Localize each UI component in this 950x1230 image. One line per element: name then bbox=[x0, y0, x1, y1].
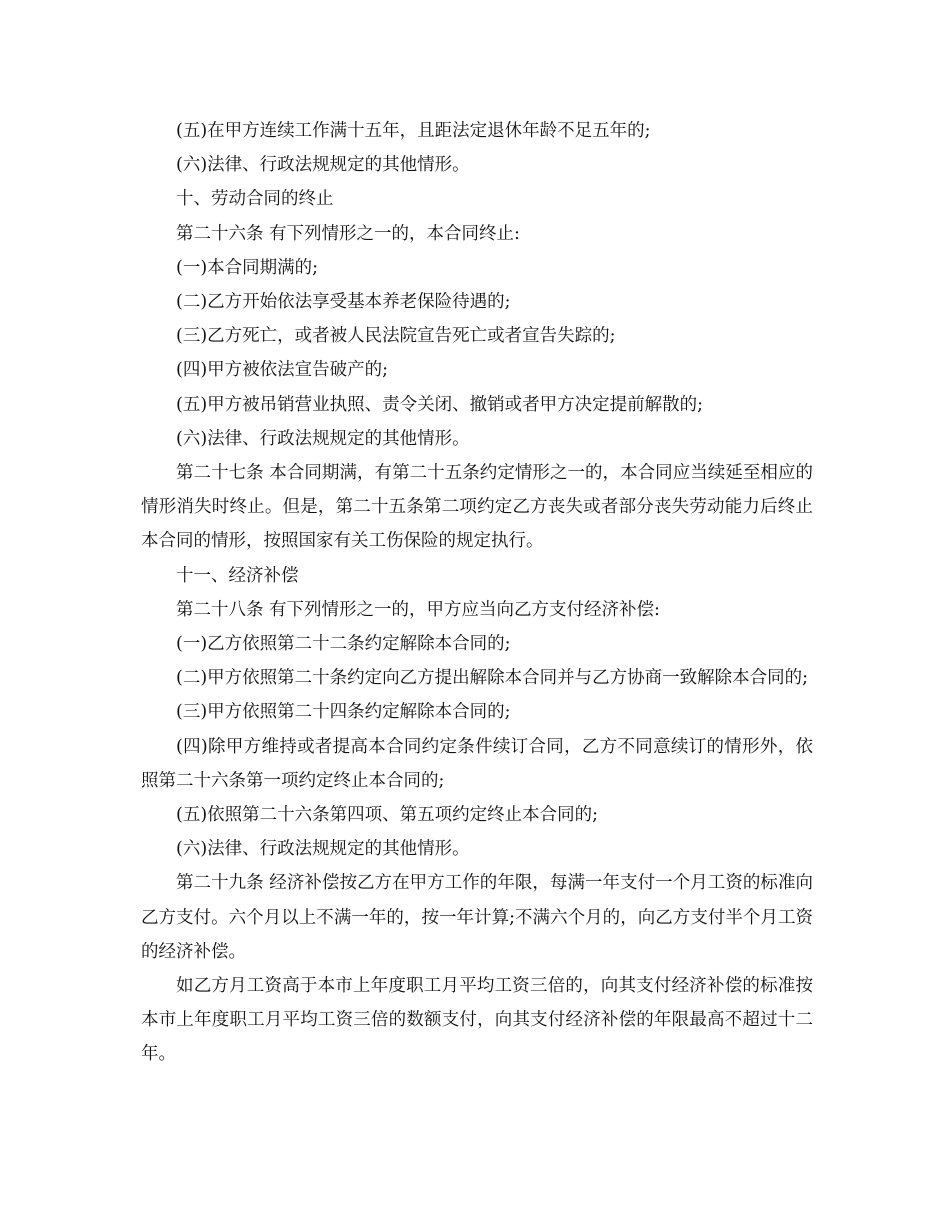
article-paragraph: 第二十八条 有下列情形之一的，甲方应当向乙方支付经济补偿: bbox=[176, 599, 660, 620]
paragraph: (五)在甲方连续工作满十五年，且距法定退休年龄不足五年的; bbox=[176, 121, 651, 141]
list-item: (四)除甲方维持或者提高本合同约定条件续订合同，乙方不同意续订的情形外，依照第二十六条第一项约定终止本合同的; bbox=[141, 736, 813, 791]
article-paragraph: 第二十七条 本合同期满，有第二十五条约定情形之一的，本合同应当续延至相应的情形消失时终止。但是，第二十五条第二项约定乙方丧失或者部分丧失劳动能力后终止本合同的情形，按照国家有关工伤保险的规定执行。 bbox=[141, 463, 813, 552]
document-body bbox=[141, 114, 813, 1072]
list-item: (五)依照第二十六条第四项、第五项约定终止本合同的; bbox=[176, 805, 599, 826]
list-item: (四)甲方被依法宣告破产的; bbox=[176, 360, 389, 381]
section-heading: 十一、经济补偿 bbox=[176, 565, 299, 586]
list-item: (六)法律、行政法规规定的其他情形。 bbox=[176, 428, 470, 449]
list-item: (三)乙方死亡，或者被人民法院宣告死亡或者宣告失踪的; bbox=[176, 326, 616, 347]
list-item: (二)甲方依照第二十条约定向乙方提出解除本合同并与乙方协商一致解除本合同的; bbox=[176, 668, 809, 689]
paragraph: (六)法律、行政法规规定的其他情形。 bbox=[176, 155, 470, 176]
list-item: (二)乙方开始依法享受基本养老保险待遇的; bbox=[176, 292, 511, 313]
list-item: (一)乙方依照第二十二条约定解除本合同的; bbox=[176, 634, 511, 655]
list-item: (一)本合同期满的; bbox=[176, 257, 319, 278]
list-item: (六)法律、行政法规规定的其他情形。 bbox=[176, 839, 470, 860]
section-heading: 十、劳动合同的终止 bbox=[176, 189, 334, 210]
list-item: (五)甲方被吊销营业执照、责令关闭、撤销或者甲方决定提前解散的; bbox=[176, 394, 704, 415]
paragraph: 如乙方月工资高于本市上年度职工月平均工资三倍的，向其支付经济补偿的标准按本市上年度职工月平均工资三倍的数额支付，向其支付经济补偿的年限最高不超过十二年。 bbox=[141, 976, 813, 1065]
article-paragraph: 第二十六条 有下列情形之一的，本合同终止: bbox=[176, 223, 520, 244]
list-item: (三)甲方依照第二十四条约定解除本合同的; bbox=[176, 702, 511, 723]
article-paragraph: 第二十九条 经济补偿按乙方在甲方工作的年限，每满一年支付一个月工资的标准向乙方支付。六个月以上不满一年的，按一年计算;不满六个月的，向乙方支付半个月工资的经济补偿。 bbox=[141, 873, 813, 962]
